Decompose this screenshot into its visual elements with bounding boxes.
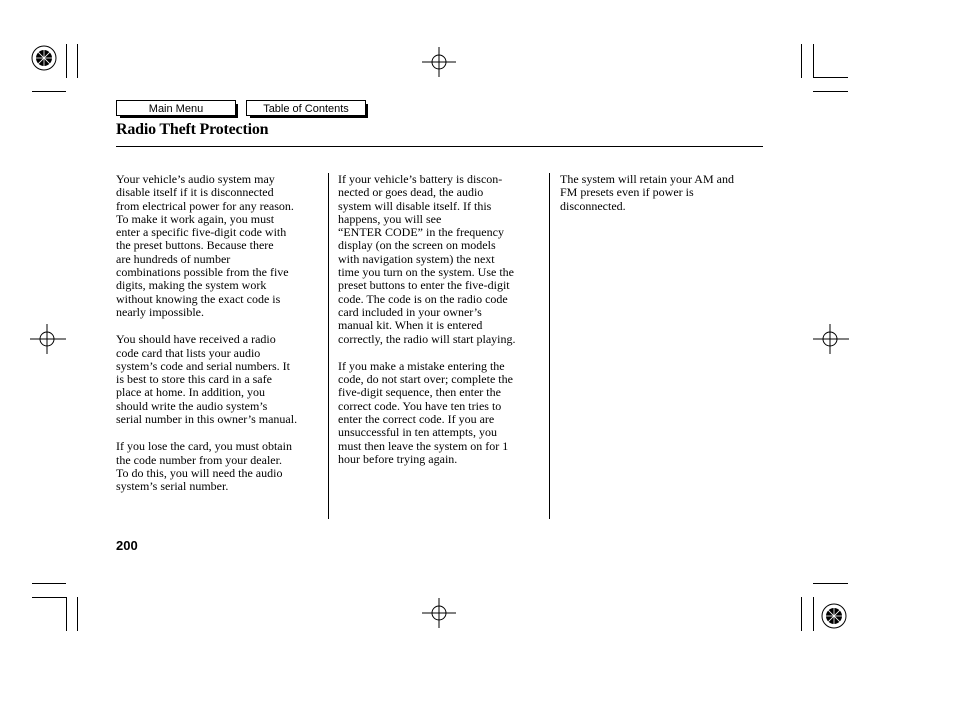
crosshair-icon xyxy=(422,47,456,77)
registration-target-icon xyxy=(820,602,850,632)
table-of-contents-button[interactable]: Table of Contents xyxy=(246,100,366,116)
paragraph: If you lose the card, you must obtain the code number from your dealer. To do this, you will need the audio system’s serial number. xyxy=(116,439,292,494)
text-column-2 xyxy=(338,173,544,480)
registration-target-icon xyxy=(30,44,62,76)
crosshair-icon xyxy=(30,324,66,354)
crop-mark xyxy=(32,91,66,92)
crop-mark xyxy=(813,44,814,78)
paragraph: You should have received a radio code card that lists your audio system’s code and serial numbers. It is best to store this card in a safe place at home. In addition, you should write the audio system’s serial number in this owner’s manual. xyxy=(116,332,298,427)
page-number: 200 xyxy=(116,538,138,553)
crop-mark xyxy=(66,597,67,631)
crop-mark xyxy=(801,597,802,631)
column-divider xyxy=(549,173,550,519)
crop-mark xyxy=(813,91,848,92)
crop-mark xyxy=(32,597,66,598)
crop-mark xyxy=(32,583,66,584)
paragraph: If your vehicle’s battery is discon- nected or goes dead, the audio system will disable itself. If this happens, you will see “ENTER CODE” in the frequency display (on the screen on models with navigation system) the next time you turn on the system. Use the preset buttons to enter the five-digit code. The code is on the radio code card included in your owner’s manual kit. When it is entered correctly, the radio will start playing. xyxy=(338,172,516,346)
text-column-1 xyxy=(116,173,324,508)
text-column-3 xyxy=(560,173,764,227)
crop-mark xyxy=(77,44,78,78)
main-menu-button[interactable]: Main Menu xyxy=(116,100,236,116)
crop-mark xyxy=(77,597,78,631)
crosshair-icon xyxy=(813,324,849,354)
title-divider xyxy=(116,146,763,147)
crop-mark xyxy=(813,597,814,631)
crop-mark xyxy=(801,44,802,78)
crop-mark xyxy=(813,583,848,584)
page-title: Radio Theft Protection xyxy=(116,121,269,138)
paragraph: The system will retain your AM and FM presets even if power is disconnected. xyxy=(560,172,734,213)
crosshair-icon xyxy=(422,598,456,628)
crop-mark xyxy=(813,77,848,78)
crop-mark xyxy=(66,44,67,78)
column-divider xyxy=(328,173,329,519)
paragraph: Your vehicle’s audio system may disable itself if it is disconnected from electrical power for any reason. To make it work again, you must enter a specific five-digit code with the preset buttons. Because there are hundreds of number combinations possible from the five digits, making the system work without knowing the exact code is nearly impossible. xyxy=(116,172,294,319)
paragraph: If you make a mistake entering the code, do not start over; complete the five-digit sequence, then enter the correct code. You have ten tries to enter the correct code. If you are unsuccessful in ten attempts, you must then leave the system on for 1 hour before trying again. xyxy=(338,358,513,466)
